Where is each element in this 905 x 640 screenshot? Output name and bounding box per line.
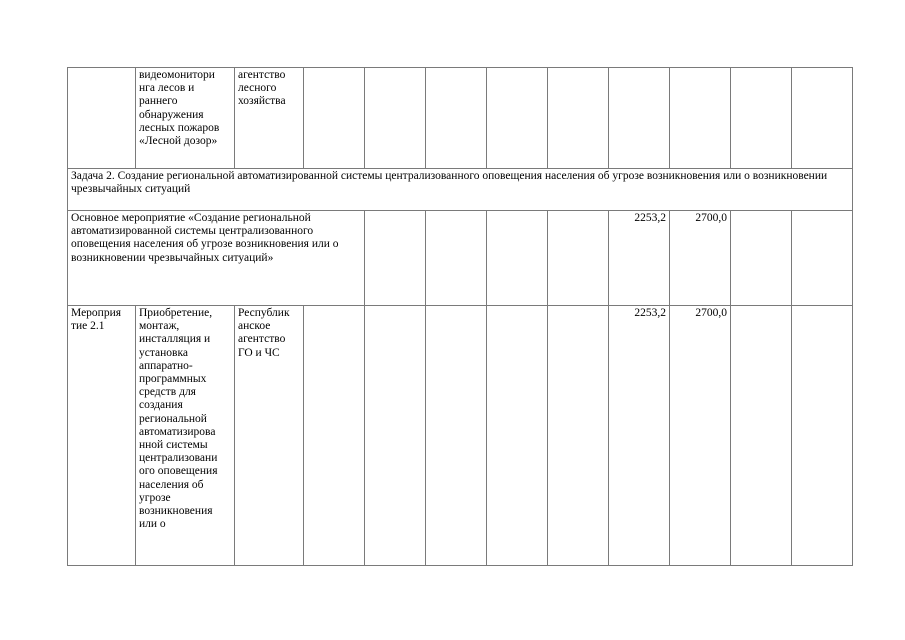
cell-empty <box>792 211 853 306</box>
cell-value: 2700,0 <box>670 211 731 306</box>
cell-executor: агентство лесного хозяйства <box>235 68 304 169</box>
cell-empty <box>548 211 609 306</box>
cell-event-name: видеомонитори нга лесов и раннего обнаружения лесных пожаров «Лесной дозор» <box>136 68 235 169</box>
table-row <box>68 306 853 566</box>
cell-empty <box>731 68 792 169</box>
cell-value: 2253,2 <box>609 211 670 306</box>
cell-empty <box>426 306 487 566</box>
cell-empty <box>487 211 548 306</box>
cell-empty <box>487 68 548 169</box>
cell-empty <box>426 68 487 169</box>
cell-event-name: Приобретение, монтаж, инсталляция и установка аппаратно-программных средств для создания региональной автоматизирова нной системы централизовани ого оповещения населения об угрозе возникновения или о <box>136 306 235 566</box>
table-row <box>68 211 853 306</box>
cell-empty <box>304 68 365 169</box>
cell-empty <box>792 306 853 566</box>
table-row <box>68 169 853 211</box>
program-table <box>67 67 853 566</box>
cell-empty <box>365 68 426 169</box>
cell-empty <box>609 68 670 169</box>
cell-empty <box>792 68 853 169</box>
cell-executor: Республик анское агентство ГО и ЧС <box>235 306 304 566</box>
table-row <box>68 68 853 169</box>
cell-event-number <box>68 68 136 169</box>
cell-empty <box>365 306 426 566</box>
cell-empty <box>670 68 731 169</box>
main-event-name: Основное мероприятие «Создание региональной автоматизированной системы централизованного оповещения населения об угрозе возникновения или о возникновении чрезвычайных ситуаций» <box>68 211 365 306</box>
cell-empty <box>548 306 609 566</box>
cell-event-number: Мероприя тие 2.1 <box>68 306 136 566</box>
cell-empty <box>304 306 365 566</box>
cell-empty <box>731 211 792 306</box>
cell-empty <box>548 68 609 169</box>
cell-empty <box>487 306 548 566</box>
cell-empty <box>426 211 487 306</box>
cell-value: 2700,0 <box>670 306 731 566</box>
cell-empty <box>365 211 426 306</box>
cell-value: 2253,2 <box>609 306 670 566</box>
cell-empty <box>731 306 792 566</box>
task-heading: Задача 2. Создание региональной автоматизированной системы централизованного оповещения населения об угрозе возникновения или о возникновении чрезвычайных ситуаций <box>68 169 853 211</box>
